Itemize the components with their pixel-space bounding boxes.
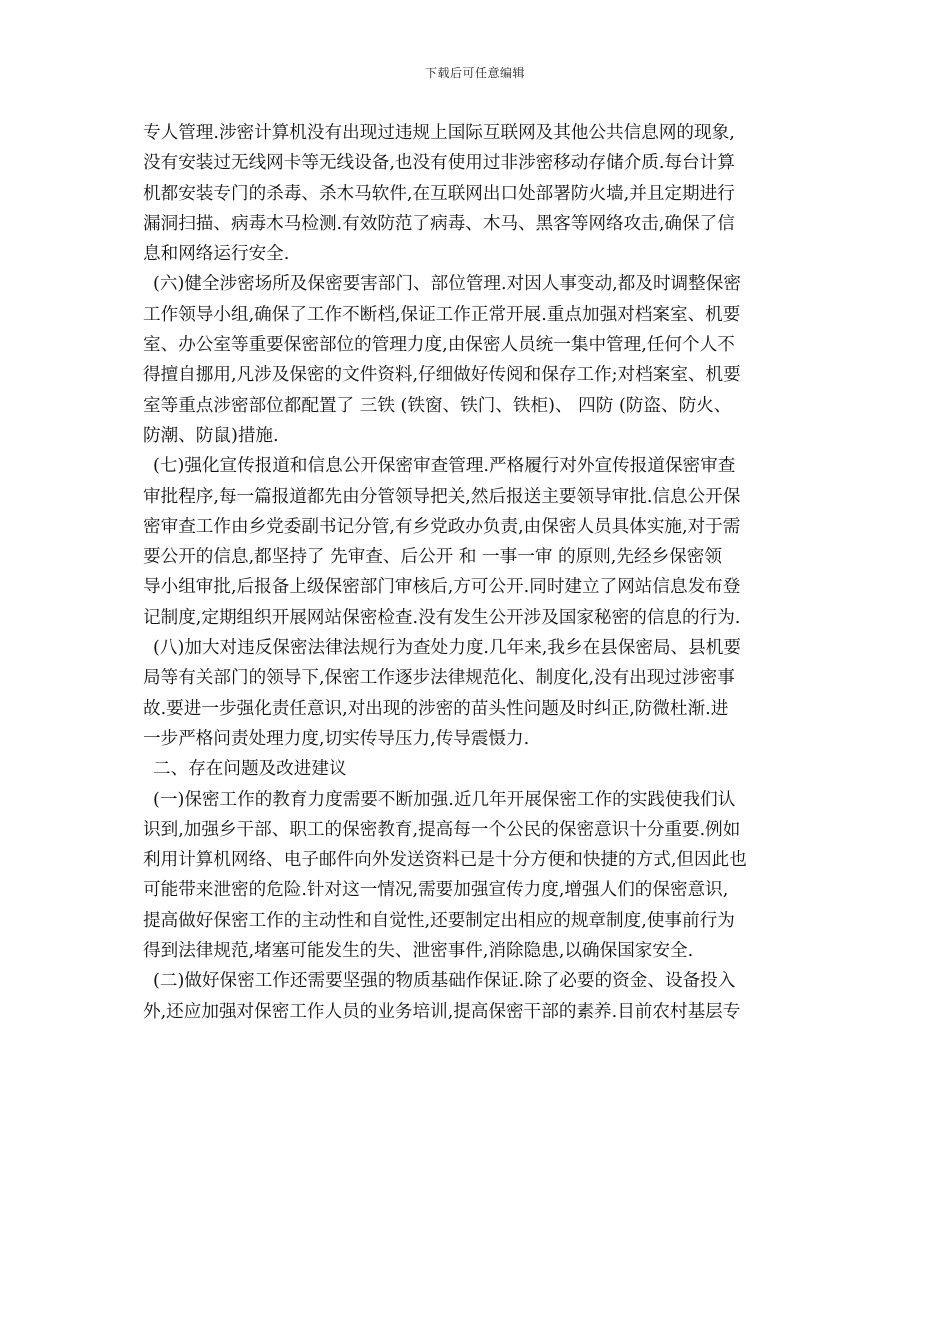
text-line: 得到法律规范,堵塞可能发生的失、泄密事件,消除隐患,以确保国家安全. bbox=[143, 941, 694, 962]
text-line: 得擅自挪用,凡涉及保密的文件资料,仔细做好传阅和保存工作;对档案室、机要 bbox=[143, 365, 741, 386]
text-line: (二)做好保密工作还需要坚强的物质基础作保证.除了必要的资金、设备投入 bbox=[153, 971, 736, 992]
text-line: 提高做好保密工作的主动性和自觉性,还要制定出相应的规章制度,使事前行为 bbox=[143, 910, 735, 931]
text-line: (一)保密工作的教育力度需要不断加强.近几年开展保密工作的实践使我们认 bbox=[153, 789, 736, 810]
text-line: (七)强化宣传报道和信息公开保密审查管理.严格履行对外宣传报道保密审查 bbox=[153, 456, 736, 477]
text-line: 漏洞扫描、病毒木马检测.有效防范了病毒、木马、黑客等网络攻击,确保了信 bbox=[143, 213, 735, 234]
document-body bbox=[143, 118, 811, 1027]
text-line: 息和网络运行安全. bbox=[143, 244, 290, 265]
text-line: 利用计算机网络、电子邮件向外发送资料已是十分方便和快捷的方式,但因此也 bbox=[143, 850, 747, 871]
text-line: 记制度,定期组织开展网站保密检查.没有发生公开涉及国家秘密的信息的行为. bbox=[143, 607, 741, 628]
text-line: 要公开的信息,都坚持了 先审查、后公开 和 一事一审 的原则,先经乡保密领 bbox=[143, 547, 722, 568]
text-line: 工作领导小组,确保了工作不断档,保证工作正常开展.重点加强对档案室、机要 bbox=[143, 304, 741, 325]
text-line: 二、存在问题及改进建议 bbox=[153, 759, 347, 780]
text-line: 审批程序,每一篇报道都先由分管领导把关,然后报送主要领导审批.信息公开保 bbox=[143, 486, 741, 507]
page-header: 下载后可任意编辑 bbox=[424, 66, 525, 80]
text-line: 没有安装过无线网卡等无线设备,也没有使用过非涉密移动存储介质.每台计算 bbox=[143, 153, 735, 174]
text-line: 识到,加强乡干部、职工的保密教育,提高每一个公民的保密意识十分重要.例如 bbox=[143, 819, 741, 840]
text-line: (六)健全涉密场所及保密要害部门、部位管理.对因人事变动,都及时调整保密 bbox=[153, 274, 741, 295]
text-line: (八)加大对违反保密法律法规行为查处力度.几年来,我乡在县保密局、县机要 bbox=[153, 638, 741, 659]
text-line: 导小组审批,后报备上级保密部门审核后,方可公开.同时建立了网站信息发布登 bbox=[143, 577, 741, 598]
text-line: 机都安装专门的杀毒、杀木马软件,在互联网出口处部署防火墙,并且定期进行 bbox=[143, 183, 735, 204]
text-line: 可能带来泄密的危险.针对这一情况,需要加强宣传力度,增强人们的保密意识, bbox=[143, 880, 729, 901]
text-line: 密审查工作由乡党委副书记分管,有乡党政办负责,由保密人员具体实施,对于需 bbox=[143, 516, 741, 537]
text-line: 室等重点涉密部位都配置了 三铁 (铁窗、铁门、铁柜)、 四防 (防盗、防火、 bbox=[143, 395, 732, 416]
text-line: 防潮、防鼠)措施. bbox=[143, 425, 279, 446]
text-line: 外,还应加强对保密工作人员的业务培训,提高保密干部的素养.目前农村基层专 bbox=[143, 1001, 741, 1022]
text-line: 专人管理.涉密计算机没有出现过违规上国际互联网及其他公共信息网的现象, bbox=[143, 123, 735, 143]
text-line: 室、办公室等重要保密部位的管理力度,由保密人员统一集中管理,任何个人不 bbox=[143, 335, 735, 356]
text-line: 局等有关部门的领导下,保密工作逐步法律规范化、制度化,没有出现过涉密事 bbox=[143, 668, 735, 689]
text-line: 故.要进一步强化责任意识,对出现的涉密的苗头性问题及时纠正,防微杜渐.进 bbox=[143, 698, 729, 719]
text-line: 一步严格问责处理力度,切实传导压力,传导震慑力. bbox=[143, 728, 530, 749]
